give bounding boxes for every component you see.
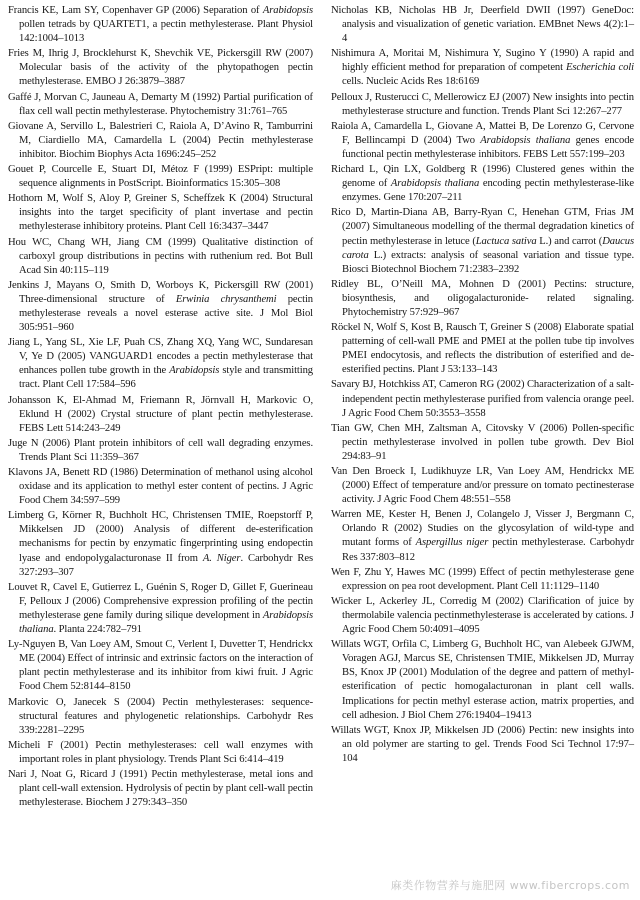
reference-entry bbox=[331, 278, 634, 320]
reference-text: Fries M, Ihrig J, Brocklehurst K, Shevchik VE, Pickersgill RW (2007) Molecular basis of the activity of the phytopathogen pectin methylesterase. EMBO J 26:3879–3887 bbox=[8, 48, 313, 88]
reference-text: Limberg G, Körner R, Buchholt HC, Christensen TMIE, Roepstorff P, Mikkelsen JD (2000) Analysis of different de-esterification mechanisms for pectin by enzymatic fingerprinting using endopectin lyase and endopolygalacturonase II from bbox=[8, 510, 313, 564]
reference-text: Louvet R, Cavel E, Gutierrez L, Guénin S, Roger D, Gillet F, Guerineau F, Pelloux J (2006) Comprehensive expression profiling of the pectin methylesterase gene family during silique development in bbox=[8, 581, 313, 621]
italic-term: Arabidopsis bbox=[169, 365, 220, 377]
reference-text: Johansson K, El-Ahmad M, Friemann R, Jörnvall H, Markovic O, Eklund H (2002) Crystal structure of plant pectin methylesterase. FEBS Lett 514:243–249 bbox=[8, 394, 313, 434]
italic-term: Lactuca sativa bbox=[475, 235, 537, 247]
italic-term: Arabidopsis thaliana bbox=[480, 134, 571, 146]
reference-text: Klavons JA, Benett RD (1986) Determination of methanol using alcohol oxidase and its application to methyl ester content of pectins. J Agric Food Chem 34:597–599 bbox=[8, 467, 313, 507]
reference-entry bbox=[8, 581, 313, 637]
reference-text: Francis KE, Lam SY, Copenhaver GP (2006) Separation of bbox=[8, 5, 263, 16]
reference-text: . Carbohydr Res 327:293–307 bbox=[19, 552, 313, 578]
reference-entry bbox=[331, 566, 634, 594]
reference-entry bbox=[331, 724, 634, 766]
reference-text: Hothorn M, Wolf S, Aloy P, Greiner S, Scheffzek K (2004) Structural insights into the target specificity of plant invertase and pectin methylesterase inhibitory proteins. Plant Cell 16:3437–3447 bbox=[8, 193, 313, 233]
italic-term: Arabidopsis thaliana bbox=[390, 178, 480, 190]
reference-text: pectin methylesterase reveals a novel esterase active site. J Mol Biol 305:951–960 bbox=[19, 293, 313, 334]
watermark: 麻类作物营养与施肥网 www.fibercrops.com bbox=[390, 879, 630, 892]
reference-entry bbox=[8, 120, 313, 162]
reference-text: Wen F, Zhu Y, Hawes MC (1999) Effect of pectin methylesterase gene expression on pea root development. Plant Cell 11:1129–1140 bbox=[331, 566, 634, 592]
reference-text: Juge N (2006) Plant protein inhibitors of cell wall degrading enzymes. Trends Plant Sci 11:359–367 bbox=[8, 437, 313, 463]
reference-entry bbox=[331, 508, 634, 564]
reference-text: Richard L, Qin LX, Goldberg R (1996) Clustered genes within the genome of bbox=[331, 164, 634, 190]
reference-entry bbox=[331, 595, 634, 637]
reference-text: genes encode functional pectin methylesterase inhibitors. FEBS Lett 557:199–203 bbox=[342, 134, 634, 160]
reference-text: Jenkins J, Mayans O, Smith D, Worboys K, Pickersgill RW (2001) Three-dimensional structure of bbox=[8, 279, 313, 305]
reference-entry bbox=[331, 321, 634, 377]
reference-entry bbox=[8, 236, 313, 278]
reference-text: Rico D, Martin-Diana AB, Barry-Ryan C, Henehan GTM, Frias JM (2007) Simultaneous modelling of the thermal degradation kinetics of pectin methylesterase in letuce ( bbox=[331, 207, 634, 247]
reference-entry bbox=[8, 163, 313, 191]
references-right-column bbox=[331, 4, 634, 767]
reference-text: Willats WGT, Knox JP, Mikkelsen JD (2006) Pectin: new insights into an old polymer are starting to gel. Trends Food Sci Technol 17:97–104 bbox=[331, 724, 634, 764]
reference-entry bbox=[331, 163, 634, 205]
reference-text: Pelloux J, Rusterucci C, Mellerowicz EJ (2007) New insights into pectin methylesterase structure and function. Trends Plant Sci 12:267–277 bbox=[331, 91, 634, 117]
reference-text: Nari J, Noat G, Ricard J (1991) Pectin methylesterase, metal ions and plant cell-wall extension. Hydrolysis of pectin by plant cell-wall pectin methylesterase. Biochem J 279:343–350 bbox=[8, 768, 313, 809]
italic-term: Arabidopsis bbox=[262, 5, 313, 16]
italic-term: Erwinia chrysanthemi bbox=[175, 293, 277, 305]
reference-text: Nishimura A, Moritai M, Nishimura Y, Sugino Y (1990) A rapid and highly efficient method for preparation of competent bbox=[331, 48, 634, 74]
reference-entry bbox=[331, 206, 634, 276]
reference-entry bbox=[8, 279, 313, 335]
reference-entry bbox=[331, 422, 634, 464]
reference-text: Ly-Nguyen B, Van Loey AM, Smout C, Verlent I, Duvetter T, Hendrickx ME (2004) Effect of intrinsic and extrinsic factors on the interaction of plant pectin methylesterase and its inhibitor from kiwi fruit. J Agric Food Chem 52:8144–8150 bbox=[8, 639, 313, 693]
reference-entry bbox=[8, 768, 313, 810]
italic-term: Arabidopsis thaliana bbox=[19, 609, 313, 636]
reference-text: Van Den Broeck I, Ludikhuyze LR, Van Loey AM, Hendrickx ME (2000) Effect of temperature and/or pressure on tomato pectinesterase activity. J Agric Food Chem 48:551–558 bbox=[331, 466, 634, 506]
reference-entry bbox=[8, 336, 313, 392]
italic-term: Daucus carota bbox=[342, 235, 634, 261]
reference-entry bbox=[8, 638, 313, 694]
reference-entry bbox=[331, 378, 634, 420]
reference-text: Savary BJ, Hotchkiss AT, Cameron RG (2002) Characterization of a salt-independent pectin methylesterase purified from valencia orange peel. J Agric Food Chem 50:3553–3558 bbox=[331, 379, 634, 419]
reference-text: Wicker L, Ackerley JL, Corredig M (2002) Clarification of juice by thermolabile valencia pectinmethylesterase is accelerated by cations. J Agric Food Chem 50:4091–4095 bbox=[331, 595, 634, 636]
reference-text: Warren ME, Kester H, Benen J, Colangelo J, Visser J, Bergmann C, Orlando R (2002) Studies on the glycosylation of wild-type and mutant forms of bbox=[331, 509, 634, 549]
reference-entry bbox=[8, 739, 313, 767]
reference-text: Willats WGT, Orfila C, Limberg G, Buchholt HC, van Alebeek GJWM, Voragen AGJ, Marcus SE, Christensen TMIE, Mikkelsen JD, Murray BS, Knox JP (2001) Modulation of the degree and pattern of methyl-esterification of pectic homogalacturonan in plant cell walls. Implications for pectin methyl esterase action, matrix properties, and cell adhesion. J Biol Chem 276:19404–19413 bbox=[331, 639, 634, 721]
reference-text: Röckel N, Wolf S, Kost B, Rausch T, Greiner S (2008) Elaborate spatial patterning of cell-wall PME and PMEI at the pollen tube tip involves PMEI endocytosis, and reflects the distribution of esterified and de-esterified pectins. Plant J 53:133–143 bbox=[331, 322, 634, 376]
reference-entry bbox=[8, 394, 313, 436]
reference-text: Giovane A, Servillo L, Balestrieri C, Raiola A, D’Avino R, Tamburrini M, Ciardiello MA, Camardella L (2004) Pectin methylesterase inhibitor. Biochim Biophys Acta 1696:245–252 bbox=[8, 120, 313, 160]
reference-text: Micheli F (2001) Pectin methylesterases: cell wall enzymes with important roles in plant physiology. Trends Plant Sci 6:414–419 bbox=[8, 739, 313, 765]
italic-term: Aspergillus niger bbox=[415, 537, 489, 549]
italic-term: Escherichia coli bbox=[565, 62, 634, 74]
reference-text: L.) and carrot ( bbox=[536, 235, 603, 247]
reference-entry bbox=[331, 638, 634, 723]
reference-text: Raiola A, Camardella L, Giovane A, Mattei B, De Lorenzo G, Cervone F, Bellincampi D (2004) Two bbox=[331, 120, 634, 146]
reference-text: pectin methylesterase. Carbohydr Res 337:803–812 bbox=[342, 537, 634, 563]
reference-entry bbox=[8, 509, 313, 579]
reference-text: Gaffé J, Morvan C, Jauneau A, Demarty M (1992) Partial purification of flax cell wall pectin methylesterase. Phytochemistry 31:761–765 bbox=[8, 91, 313, 117]
italic-term: A. Niger bbox=[202, 552, 241, 564]
reference-entry bbox=[8, 437, 313, 465]
reference-text: pollen tetrads by QUARTET1, a pectin methylesterase. Plant Physiol 142:1004–1013 bbox=[19, 19, 313, 45]
reference-text: style and transmitting tract. Plant Cell 17:584–596 bbox=[19, 365, 313, 391]
reference-entry bbox=[331, 47, 634, 89]
reference-entry bbox=[8, 4, 313, 46]
reference-entry bbox=[331, 91, 634, 119]
reference-entry bbox=[8, 466, 313, 508]
reference-text: Hou WC, Chang WH, Jiang CM (1999) Qualitative distinction of carboxyl group distributions in pectins with ruthenium red. Bot Bull Acad Sin 40:115–119 bbox=[8, 236, 313, 276]
reference-entry bbox=[8, 91, 313, 119]
reference-entry bbox=[331, 465, 634, 507]
reference-text: Tian GW, Chen MH, Zaltsman A, Citovsky V (2006) Pollen-specific pectin methylesterase involved in pollen tube growth. Dev Biol 294:83–91 bbox=[331, 422, 634, 462]
references-left-column bbox=[8, 4, 313, 811]
reference-entry bbox=[8, 696, 313, 738]
reference-text: L.) extracts: analysis of seasonal variation and tissue type. Biosci Biotechnol Biochem 71:2383–2392 bbox=[342, 249, 634, 275]
reference-text: Markovic O, Janecek S (2004) Pectin methylesterases: sequence-structural features and phylogenetic relationships. Carbohydr Res 339:2281–2295 bbox=[8, 696, 313, 736]
reference-text: Jiang L, Yang SL, Xie LF, Puah CS, Zhang XQ, Yang WC, Sundaresan V, Ye D (2005) VANGUARD1 encodes a pectin methylesterase that enhances pollen tube growth in the bbox=[8, 337, 313, 377]
reference-text: Ridley BL, O’Neill MA, Mohnen D (2001) Pectins: structure, biosynthesis, and oligogalacturonide- related signaling. Phytochemistry 57:929–967 bbox=[331, 278, 634, 318]
reference-entry bbox=[8, 47, 313, 89]
reference-text: cells. Nucleic Acids Res 18:6169 bbox=[342, 76, 480, 88]
reference-text: Gouet P, Courcelle E, Stuart DI, Métoz F (1999) ESPript: multiple sequence alignments in PostScript. Bioinformatics 15:305–308 bbox=[8, 164, 313, 190]
reference-entry bbox=[8, 192, 313, 234]
reference-text: Nicholas KB, Nicholas HB Jr, Deerfield DWII (1997) GeneDoc: analysis and visualization of genetic variation. EMBnet News 4(2):1–4 bbox=[331, 5, 634, 45]
reference-text: encoding pectin methylesterase-like enzymes. Gene 170:207–211 bbox=[342, 178, 634, 204]
reference-entry bbox=[331, 120, 634, 162]
reference-entry bbox=[331, 4, 634, 46]
reference-text: . Planta 224:782–791 bbox=[53, 624, 142, 636]
